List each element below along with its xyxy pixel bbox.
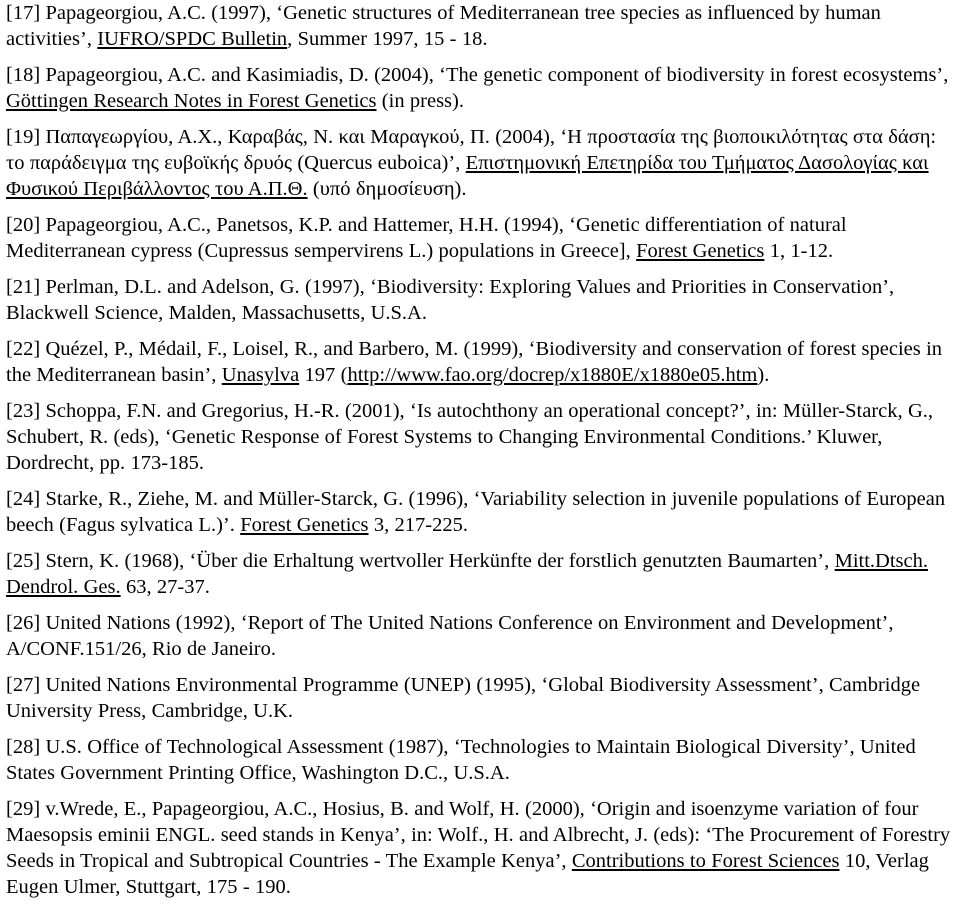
reference-text: Papageorgiou, A.C. (1997), ‘Genetic structures of Mediterranean tree species as influenced by human activities’, [6, 2, 881, 50]
journal-title: Forest Genetics [240, 514, 369, 536]
journal-title: Contributions to Forest Sciences [571, 850, 840, 872]
reference-text: 10, Verlag Eugen Ulmer, Stuttgart, 175 - 190. [6, 850, 929, 898]
reference-29 [6, 796, 954, 900]
journal-title: Forest Genetics [636, 240, 765, 262]
reference-number: [25] [6, 550, 41, 572]
reference-17 [6, 0, 954, 52]
reference-22 [6, 336, 954, 388]
reference-text: Παπαγεωργίου, Α.Χ., Καραβάς, Ν. και Μαραγκού, Π. (2004), ‘Η προστασία της βιοποικιλότητας στα δάση: το παράδειγμα της ευβοϊκής δρυός (Quercus euboica)’, [6, 126, 937, 174]
journal-title: Göttingen Research Notes in Forest Genetics [6, 90, 377, 112]
journal-title: Unasylva [221, 364, 300, 386]
reference-28 [6, 734, 954, 786]
reference-number: [24] [6, 488, 41, 510]
reference-text: 3, 217-225. [368, 514, 468, 536]
reference-text: Papageorgiou, A.C. and Kasimiadis, D. (2004), ‘The genetic component of biodiversity in forest ecosystems’, [40, 64, 949, 86]
reference-text: Schoppa, F.N. and Gregorius, H.-R. (2001), ‘Is autochthony an operational concept?’, in: Müller-Starck, G., Schubert, R. (eds), ‘Genetic Response of Forest Systems to Changing Environmental Conditions.’ Kluwer, Dordrecht, pp. 173-185. [6, 400, 934, 474]
reference-text: Perlman, D.L. and Adelson, G. (1997), ‘Biodiversity: Exploring Values and Priorities in Conservation’, Blackwell Science, Malden, Massachusetts, U.S.A. [6, 276, 895, 324]
reference-text: U.S. Office of Technological Assessment (1987), ‘Technologies to Maintain Biological Diversity’, United States Government Printing Office, Washington D.C., U.S.A. [6, 736, 916, 784]
reference-24 [6, 486, 954, 538]
reference-19 [6, 124, 954, 202]
reference-text: 63, 27-37. [120, 576, 210, 598]
reference-number: [17] [6, 2, 41, 24]
reference-18 [6, 62, 954, 114]
reference-number: [26] [6, 612, 41, 634]
reference-number: [29] [6, 798, 41, 820]
reference-text: v.Wrede, E., Papageorgiou, A.C., Hosius, B. and Wolf, H. (2000), ‘Origin and isoenzyme variation of four Maesopsis eminii ENGL. seed stands in Kenya’, in: Wolf., H. and Albrecht, J. (eds): ‘The Procurement of Forestry Seeds in Tropical and Subtropical Countries - The Example Kenya’, [6, 798, 951, 872]
reference-text: ). [757, 364, 770, 386]
journal-title: Mitt.Dtsch. Dendrol. Ges. [6, 550, 928, 598]
reference-number: [28] [6, 736, 41, 758]
reference-25 [6, 548, 954, 600]
reference-text: United Nations (1992), ‘Report of The United Nations Conference on Environment and Development’, A/CONF.151/26, Rio de Janeiro. [6, 612, 894, 660]
reference-number: [18] [6, 64, 41, 86]
reference-link[interactable]: http://www.fao.org/docrep/x1880E/x1880e05.htm [347, 364, 758, 386]
reference-26 [6, 610, 954, 662]
reference-21 [6, 274, 954, 326]
reference-number: [27] [6, 674, 41, 696]
reference-text: (υπό δημοσίευση). [307, 178, 467, 200]
reference-text: Quézel, P., Médail, F., Loisel, R., and Barbero, M. (1999), ‘Biodiversity and conservation of forest species in the Mediterranean basin’, [6, 338, 943, 386]
reference-number: [23] [6, 400, 41, 422]
reference-20 [6, 212, 954, 264]
reference-text: Papageorgiou, A.C., Panetsos, K.P. and Hattemer, H.H. (1994), ‘Genetic differentiation of natural Mediterranean cypress (Cupressus sempervirens L.) populations in Greece], [6, 214, 847, 262]
reference-number: [22] [6, 338, 41, 360]
reference-text: 197 ( [299, 364, 348, 386]
journal-title: Επιστημονική Επετηρίδα του Τμήματος Δασολογίας και Φυσικού Περιβάλλοντος του Α.Π.Θ. [6, 152, 929, 200]
reference-number: [20] [6, 214, 41, 236]
reference-text: Stern, K. (1968), ‘Über die Erhaltung wertvoller Herkünfte der forstlich genutzten Baumarten’, [40, 550, 835, 572]
reference-number: [19] [6, 126, 41, 148]
reference-27 [6, 672, 954, 724]
reference-text: 1, 1-12. [764, 240, 834, 262]
reference-number: [21] [6, 276, 41, 298]
reference-text: , Summer 1997, 15 - 18. [287, 28, 488, 50]
reference-text: United Nations Environmental Programme (UNEP) (1995), ‘Global Biodiversity Assessment’, Cambridge University Press, Cambridge, U.K. [6, 674, 921, 722]
journal-title: IUFRO/SPDC Bulletin [97, 28, 288, 50]
reference-text: Starke, R., Ziehe, M. and Müller-Starck, G. (1996), ‘Variability selection in juvenile populations of European beech (Fagus sylvatica L.)’. [6, 488, 946, 536]
reference-text: (in press). [376, 90, 464, 112]
reference-23 [6, 398, 954, 476]
